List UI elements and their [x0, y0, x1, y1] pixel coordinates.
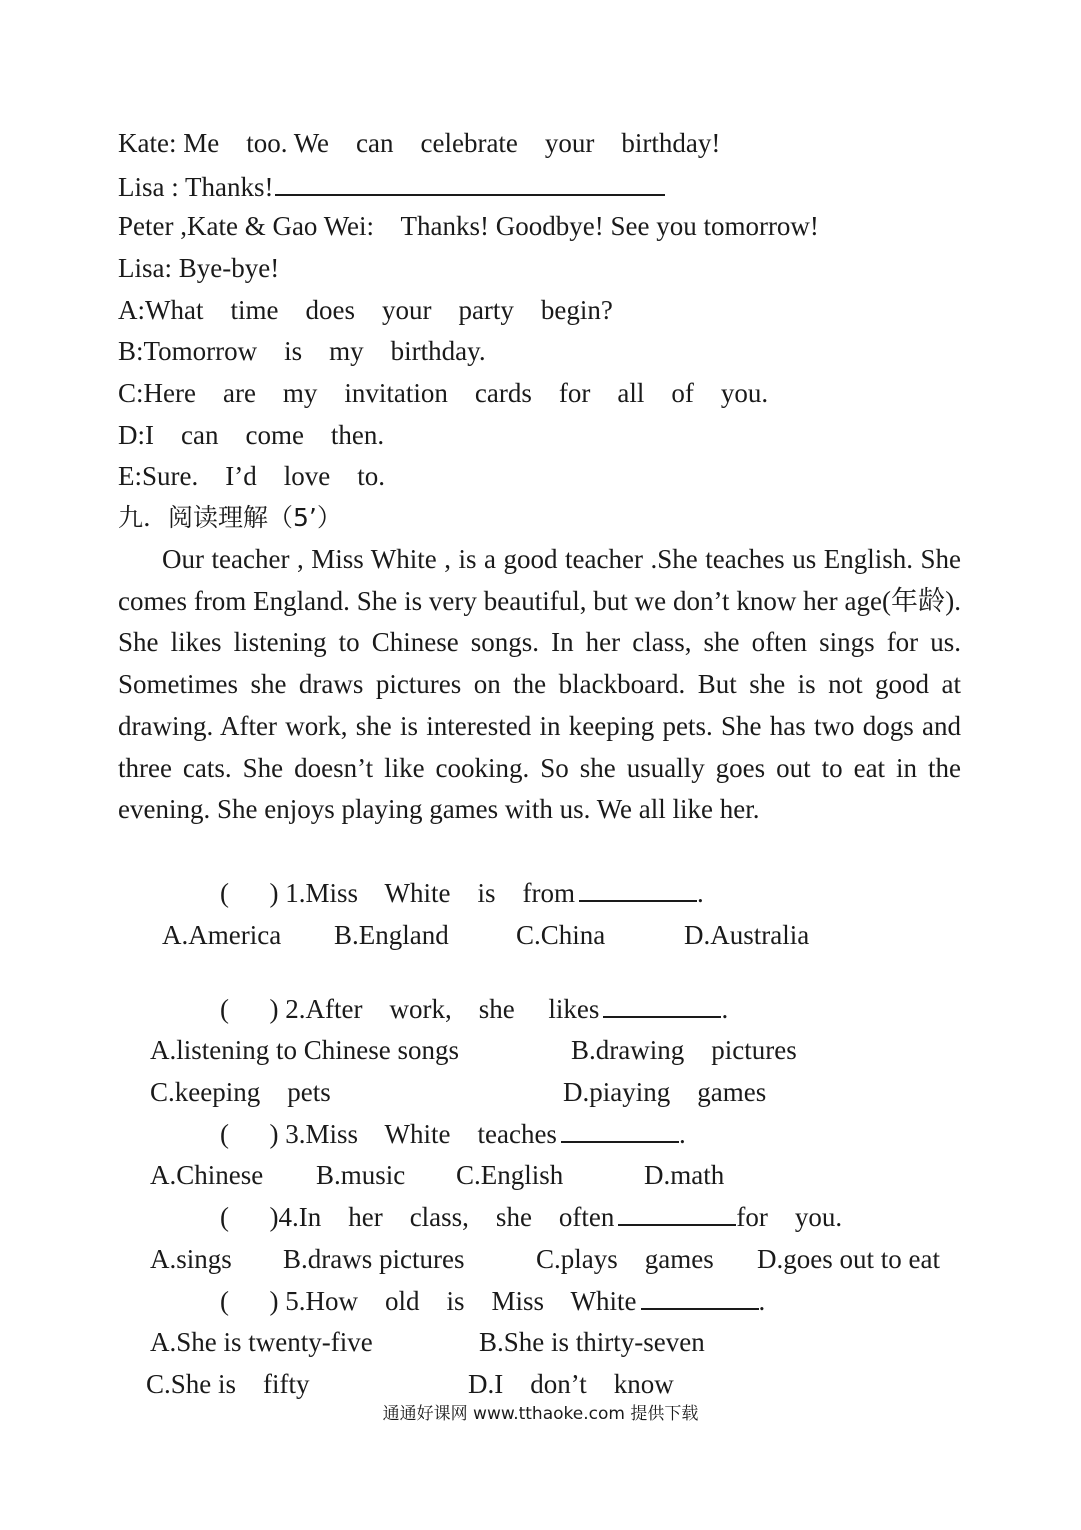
- q3-choice-c: C.English: [456, 1160, 564, 1190]
- q1-choice-d: D.Australia: [684, 920, 810, 950]
- option-e: E:Sure. I’d love to.: [118, 461, 385, 491]
- answer-blank: [641, 1286, 759, 1310]
- q2-choice-b: B.drawing pictures: [571, 1035, 797, 1065]
- page-footer: 通通好课网 www.tthaoke.com 提供下载: [382, 1404, 699, 1424]
- dialogue-line-group: Peter ,Kate & Gao Wei: Thanks! Goodbye! See you tomorrow!: [118, 211, 819, 241]
- option-d: D:I can come then.: [118, 420, 385, 450]
- question-end: .: [758, 1286, 766, 1316]
- question-stem: ( ) 3.Miss White teaches: [220, 1119, 557, 1149]
- q1-choice-c: C.China: [516, 920, 606, 950]
- q4-choice-a: A.sings: [150, 1244, 232, 1274]
- q2-choice-a: A.listening to Chinese songs: [150, 1035, 459, 1065]
- dialogue-line-lisa-bye: Lisa: Bye-bye!: [118, 253, 280, 283]
- q2-choice-d: D.piaying games: [563, 1077, 767, 1107]
- question-stem: ( ) 1.Miss White is from: [220, 878, 575, 908]
- option-a: A:What time does your party begin?: [118, 295, 613, 325]
- question-end: .: [721, 994, 729, 1024]
- question-3: [220, 1119, 686, 1149]
- q5-choice-a: A.She is twenty-five: [150, 1327, 373, 1357]
- question-stem: ( )4.In her class, she often: [220, 1202, 615, 1232]
- question-stem: ( ) 2.After work, she likes: [220, 994, 600, 1024]
- question-end: .: [696, 878, 704, 908]
- q4-choice-b: B.draws pictures: [283, 1244, 465, 1274]
- q3-choice-b: B.music: [316, 1160, 406, 1190]
- q2-choice-c: C.keeping pets: [150, 1077, 331, 1107]
- q5-choice-b: B.She is thirty-seven: [479, 1327, 705, 1357]
- option-c: C:Here are my invitation cards for all of you.: [118, 378, 769, 408]
- answer-blank: [579, 878, 697, 902]
- q5-choice-c: C.She is fifty: [146, 1369, 310, 1399]
- q4-choice-c: C.plays games: [536, 1244, 714, 1274]
- section-heading: 九．阅读理解（5’）: [118, 503, 342, 532]
- answer-blank: [618, 1202, 736, 1226]
- dialogue-line-lisa-thanks: [118, 170, 665, 202]
- reading-passage: Our teacher , Miss White , is a good teacher .She teaches us English. She comes from England. She is very beautiful, but we don’t know her age(年龄). She likes listening to Chinese songs. In her class, she often sings for us. Sometimes she draws pictures on the blackboard. But she is not good at drawing. After work, she is interested in keeping pets. She has two dogs and three cats. She doesn’t like cooking. So she usually goes out to eat in the evening. She enjoys playing games with us. We all like her.: [118, 544, 961, 825]
- question-end: .: [678, 1119, 686, 1149]
- question-1: [220, 878, 704, 908]
- answer-blank: [561, 1119, 679, 1143]
- q5-choice-d: D.I don’t know: [468, 1369, 674, 1399]
- question-end: for you.: [736, 1202, 843, 1232]
- answer-blank: [603, 994, 721, 1018]
- q4-choice-d: D.goes out to eat: [757, 1244, 940, 1274]
- option-b: B:Tomorrow is my birthday.: [118, 336, 486, 366]
- q3-choice-d: D.math: [644, 1160, 725, 1190]
- q1-choice-a: A.America: [162, 920, 282, 950]
- question-4: [220, 1202, 842, 1232]
- question-stem: ( ) 5.How old is Miss White: [220, 1286, 637, 1316]
- dialogue-line-kate: Kate: Me too. We can celebrate your birthday!: [118, 128, 721, 158]
- question-2: [220, 994, 728, 1024]
- q3-choice-a: A.Chinese: [150, 1160, 264, 1190]
- dialogue-text: Lisa : Thanks!: [118, 172, 274, 202]
- answer-blank: [275, 170, 665, 196]
- question-5: [220, 1286, 765, 1316]
- q1-choice-b: B.England: [334, 920, 449, 950]
